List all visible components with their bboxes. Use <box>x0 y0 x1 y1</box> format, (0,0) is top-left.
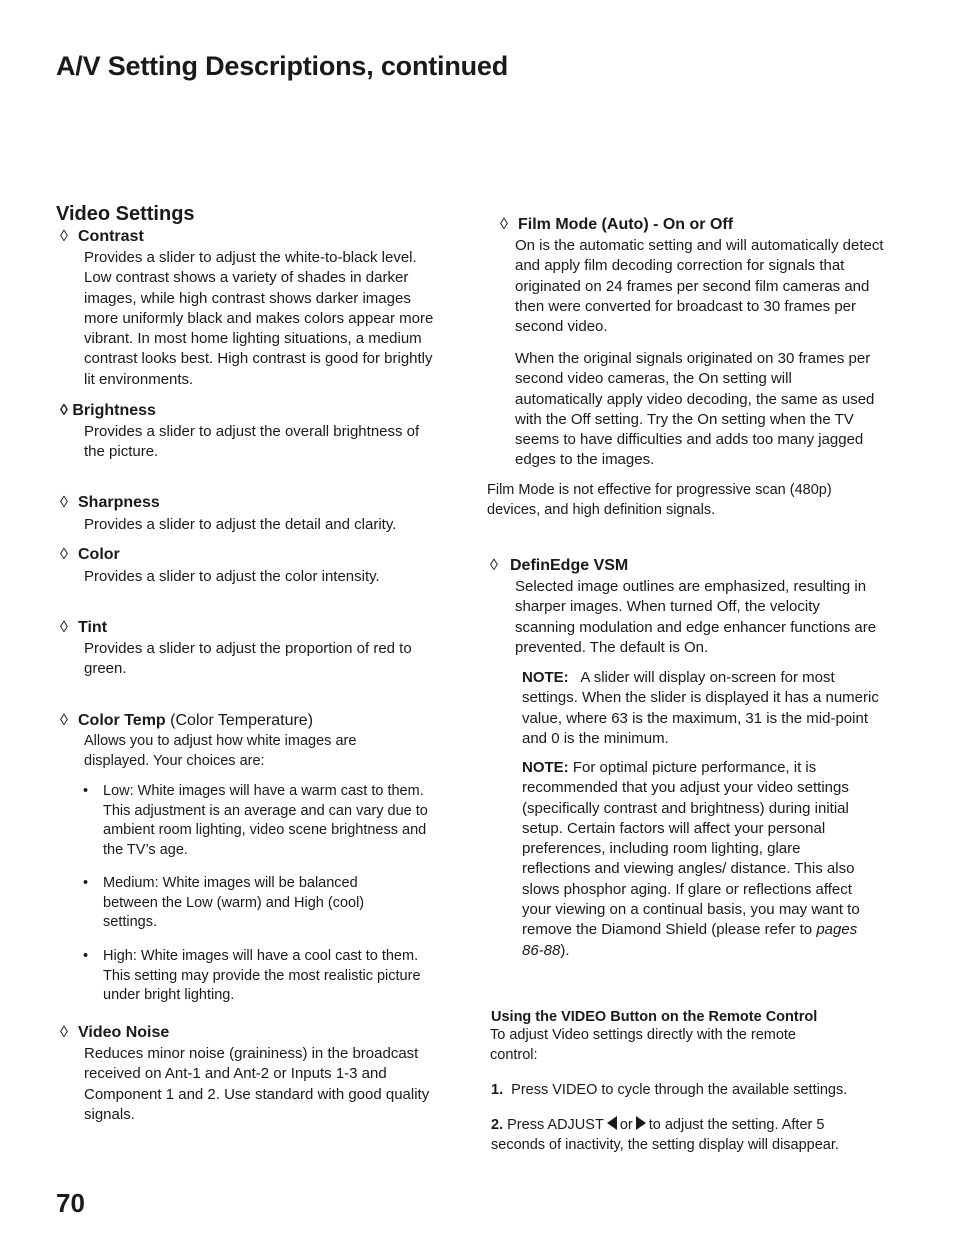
color-heading: ◊ Color <box>60 546 120 563</box>
diamond-icon: ◊ <box>500 216 508 233</box>
color-temp-intro: Allows you to adjust how white images are displayed. Your choices are: <box>84 733 357 769</box>
diamond-icon: ◊ <box>60 494 68 511</box>
film-mode-heading: ◊ Film Mode (Auto) - On or Off <box>500 216 734 233</box>
bullet-icon: • <box>83 783 89 799</box>
page-reference: pages 86-88 <box>522 921 858 959</box>
page-title: A/V Setting Descriptions, continued <box>56 51 509 81</box>
bullet-icon: • <box>83 948 89 964</box>
tint-heading: ◊ Tint <box>60 619 108 636</box>
color-body: Provides a slider to adjust the color intensity. <box>84 568 380 585</box>
film-mode-note: Film Mode is not effective for progressive scan (480p) devices, and high definition signals. <box>487 482 832 518</box>
brightness-body: Provides a slider to adjust the overall brightness of the picture. <box>84 423 420 461</box>
diamond-icon: ◊ <box>60 1024 68 1041</box>
film-mode-body-1: On is the automatic setting and will automatically detect and apply film decoding correction for signals that originated on 24 frames per second film cameras and then were converted for broadcast to 30 frames per second video. <box>515 237 884 336</box>
section-title: Video Settings <box>56 203 195 225</box>
video-noise-heading: ◊ Video Noise <box>60 1024 170 1041</box>
contrast-heading: ◊ Contrast <box>60 228 144 245</box>
definedge-heading: ◊ DefinEdge VSM <box>490 557 629 574</box>
diamond-icon: ◊ <box>60 546 68 563</box>
sharpness-heading: ◊ Sharpness <box>60 494 160 511</box>
list-item: • Low: White images will have a warm cast to them. This adjustment is an average and can vary due to ambient room lighting, video scene brightness and the TV’s age. <box>83 783 428 858</box>
color-temp-heading: ◊ Color Temp (Color Temperature) <box>60 712 314 729</box>
diamond-icon: ◊ <box>490 557 498 574</box>
definedge-body: Selected image outlines are emphasized, resulting in sharper images. When turned Off, the velocity scanning modulation and edge enhancer functions are prevented. The default is On. <box>515 578 877 656</box>
remote-heading: Using the VIDEO Button on the Remote Control <box>491 1009 818 1025</box>
remote-intro: To adjust Video settings directly with the remote control: <box>490 1027 797 1063</box>
diamond-icon: ◊ <box>60 228 68 245</box>
note-slider: NOTE: A slider will display on-screen for most settings. When the slider is displayed it has a numeric value, where 63 is the maximum, 31 is the mid-point and 0 is the minimum. <box>522 669 879 747</box>
tint-body: Provides a slider to adjust the proportion of red to green. <box>84 640 412 678</box>
sharpness-body: Provides a slider to adjust the detail and clarity. <box>84 516 397 533</box>
remote-step-1: 1. Press VIDEO to cycle through the available settings. <box>491 1082 848 1098</box>
diamond-icon: ◊ <box>60 402 68 419</box>
diamond-icon: ◊ <box>60 712 68 729</box>
left-arrow-icon <box>607 1116 617 1130</box>
list-item: • Medium: White images will be balanced between the Low (warm) and High (cool) settings. <box>83 875 365 930</box>
right-arrow-icon <box>636 1116 646 1130</box>
list-item: • High: White images will have a cool cast to them. This setting may provide the most realistic picture under bright lighting. <box>83 948 421 1003</box>
bullet-icon: • <box>83 875 89 891</box>
note-performance: NOTE: For optimal picture performance, it is recommended that you adjust your video settings (specifically contrast and brightness) during initial setup. Certain factors will affect your personal preferences, including room lighting, glare reflections and viewing angles/ distance. This also slows phosphor aging. If glare or reflections affect your viewing on a continual basis, you may want to remove the Diamond Shield (please refer to pages 86-88). <box>522 759 860 959</box>
film-mode-body-2: When the original signals originated on 30 frames per second video cameras, the On setting will automatically apply video decoding, the same as used with the Off setting. Try the On setting when the TV seems to have difficulties and adds too many jagged edges to the images. <box>515 350 875 469</box>
brightness-heading: ◊ Brightness <box>60 402 156 419</box>
video-noise-body: Reduces minor noise (graininess) in the broadcast received on Ant-1 and Ant-2 or Inputs 1-3 and Component 1 and 2. Use standard with good quality signals. <box>84 1045 430 1123</box>
diamond-icon: ◊ <box>60 619 68 636</box>
page-number: 70 <box>56 1188 85 1218</box>
contrast-body: Provides a slider to adjust the white-to-black level. Low contrast shows a variety of shades in darker images, while high contrast shows darker images more uniformly black and makes colors appear more vibrant. In most home lighting situations, a medium contrast looks best. High contrast is good for brightly lit environments. <box>84 249 434 388</box>
remote-step-2: 2. Press ADJUST or to adjust the setting. After 5 seconds of inactivity, the setting display will disappear. <box>491 1117 839 1153</box>
